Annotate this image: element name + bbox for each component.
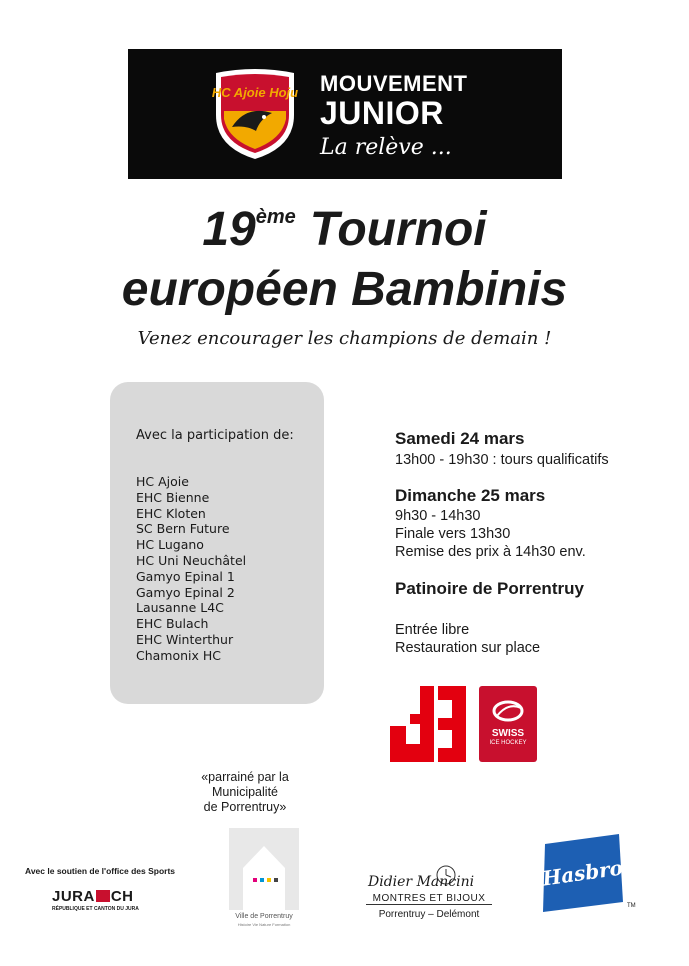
subtitle: Venez encourager les champions de demain ! [137, 328, 552, 349]
sponsorship-line: de Porrentruy» [203, 800, 287, 814]
trademark-mark: TM [627, 903, 636, 909]
participants-box [110, 382, 324, 704]
sponsorship-line: «parrainé par la [201, 770, 289, 784]
swiss-ice-hockey-line-2: ICE HOCKEY [489, 740, 527, 746]
team-item: HC Uni Neuchâtel [136, 552, 247, 568]
hasbro-wordmark: Hasbro [540, 855, 625, 891]
jura-logo-left: JURA [52, 888, 95, 905]
brand-line-2: JUNIOR [320, 95, 444, 131]
mancini-signature: Didier Mancini [368, 874, 475, 890]
team-item: Gamyo Epinal 1 [136, 568, 235, 584]
header-banner [128, 49, 562, 179]
sunday-detail: Remise des prix à 14h30 env. [395, 544, 586, 560]
jura-logo-right: CH [110, 888, 134, 905]
title-superscript: ème [255, 206, 296, 228]
swiss-ice-hockey-line-1: SWISS [491, 728, 525, 739]
saturday-detail: 13h00 - 19h30 : tours qualificatifs [395, 452, 609, 468]
sunday-detail: 9h30 - 14h30 [395, 508, 481, 524]
shield-text: HC Ajoie Hoju [212, 85, 298, 100]
sunday-detail: Finale vers 13h30 [395, 526, 511, 542]
team-item: EHC Bulach [136, 616, 209, 632]
brand-line-1: MOUVEMENT [320, 71, 468, 96]
city-tagline: Histoire Vie Nature Formation [237, 922, 291, 927]
support-text: Avec le soutien de l'office des Sports [25, 866, 176, 876]
practical-info [395, 621, 540, 657]
saturday-heading: Samedi 24 mars [395, 429, 525, 448]
jura-flag-icon [96, 890, 110, 902]
mancini-cities: Porrentruy – Delémont [378, 909, 480, 920]
city-name: Ville de Porrentruy [235, 913, 293, 920]
team-item: Lausanne L4C [136, 600, 224, 616]
info-line: Restauration sur place [395, 640, 541, 656]
team-item: HC Lugano [136, 537, 204, 553]
brand-tagline: La relève ... [320, 135, 452, 160]
sponsorship-line: Municipalité [211, 785, 278, 799]
team-item: SC Bern Future [136, 521, 230, 537]
team-item: EHC Bienne [136, 489, 210, 505]
team-item: Chamonix HC [136, 647, 222, 663]
jura-logo [52, 888, 134, 905]
team-item: EHC Kloten [136, 505, 206, 521]
title-line-2: européen Bambinis [121, 263, 568, 316]
sponsorship-text [180, 770, 310, 815]
team-list [136, 474, 246, 664]
swiss-ice-hockey-logo [479, 686, 537, 762]
jugend-sport-logo-icon [390, 686, 466, 762]
jura-subtitle: RÉPUBLIQUE ET CANTON DU JURA [52, 906, 139, 912]
title-word: Tournoi [309, 203, 487, 256]
team-item: HC Ajoie [136, 474, 189, 489]
team-item: Gamyo Epinal 2 [136, 584, 235, 600]
title-line-1 [0, 202, 689, 257]
venue: Patinoire de Porrentruy [395, 579, 584, 598]
participants-heading: Avec la participation de: [136, 428, 294, 443]
hc-ajoie-shield-icon [212, 67, 298, 161]
sunday-details [395, 507, 586, 561]
hockey-puck-icon [491, 698, 525, 724]
team-item: EHC Winterthur [136, 631, 234, 647]
hasbro-logo-icon [537, 832, 627, 914]
mancini-tagline: MONTRES ET BIJOUX [366, 893, 492, 905]
sunday-heading: Dimanche 25 mars [395, 486, 546, 505]
title-number: 19 [202, 203, 256, 256]
info-line: Entrée libre [395, 622, 470, 638]
ville-porrentruy-logo-icon [229, 828, 299, 910]
